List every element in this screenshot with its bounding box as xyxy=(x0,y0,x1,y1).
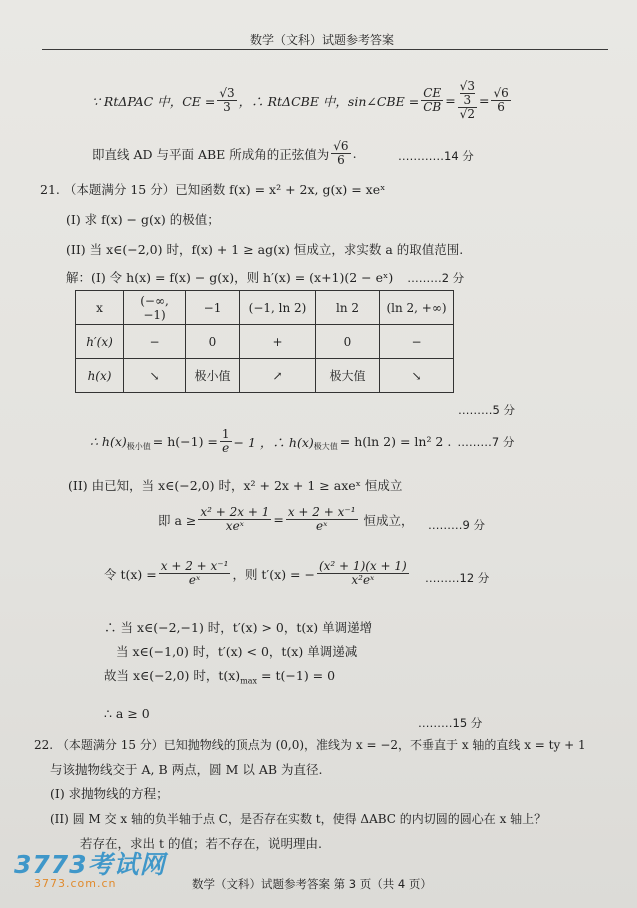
fraction-b2: $\frac{\text{x + 2 + x⁻¹}}{\text{eˣ}}$ xyxy=(287,505,356,534)
ce-cb-fraction: $\frac{CE}{CB}$ xyxy=(423,86,442,115)
score-12: ………12 分 xyxy=(425,571,490,585)
ce-fraction: $\frac{√3}{3}$ xyxy=(219,86,235,115)
q21-solution-line1: 解：(I) 令 h(x) = f(x) − g(x)，则 h′(x) = (x+1)(2 − eˣ) ………2 分 xyxy=(66,270,465,285)
q21-part2: (II) 当 x∈(−2,0) 时，f(x) + 1 ≥ ag(x) 恒成立，求实数 a 的取值范围. xyxy=(66,242,464,257)
header-rule xyxy=(42,49,608,50)
page-footer: 数学（文科）试题参考答案 第 3 页（共 4 页） xyxy=(192,877,432,891)
monotonic-line1: ∴ 当 x∈(−2,−1) 时，t′(x) > 0，t(x) 单调递增 xyxy=(104,620,373,635)
q22-line5: 若存在，求出 t 的值；若不存在，说明理由. xyxy=(80,836,322,851)
extreme-values-line: ∴ h(x) 极小值 = h(−1) = $\frac{1}{e}$ − 1 ，∴ h(x) 极大值 = h(ln 2) = ln² 2 . ………7 分 xyxy=(90,427,515,456)
part2-line-c: 令 t(x) = $\frac{\text{x + 2 + x⁻¹}}{\text{eˣ}}$ ，则 t′(x) = − $\frac{\text{(x² + 1)(x + 1)}}{\text{x²eˣ}}$ xyxy=(104,559,407,588)
one-over-e-fraction: $\frac{1}{e}$ xyxy=(221,427,230,456)
table-row: h′(x) − 0 + 0 − xyxy=(76,325,454,359)
table-row: x (−∞,−1) −1 (−1, ln 2) ln 2 (ln 2, +∞) xyxy=(76,291,454,325)
q22-line1: 22. （本题满分 15 分）已知抛物线的顶点为 (0,0)，准线为 x = −2，不垂直于 x 轴的直线 x = ty + 1 xyxy=(34,738,586,752)
fraction-c1: $\frac{\text{x + 2 + x⁻¹}}{\text{eˣ}}$ xyxy=(160,559,229,588)
q21-part1: (I) 求 f(x) − g(x) 的极值； xyxy=(66,212,220,227)
fraction-b1: $\frac{\text{x² + 2x + 1}}{\text{xeˣ}}$ xyxy=(200,505,270,534)
table-row: h(x) ↘ 极小值 ↗ 极大值 ↘ xyxy=(76,359,454,393)
score-15: ………15 分 xyxy=(418,716,483,730)
compound-fraction: √3 3 √2 xyxy=(459,79,475,122)
page-header-title: 数学（文科）试题参考答案 xyxy=(250,33,395,47)
p20-line2: 即直线 AD 与平面 ABE 所成角的正弦值为 $\frac{√6}{6}$ . xyxy=(92,139,357,168)
fraction-c2: $\frac{\text{(x² + 1)(x + 1)}}{\text{x²eˣ}}$ xyxy=(318,559,407,588)
score-9: ………9 分 xyxy=(428,518,485,532)
watermark-url: 3773.com.cn xyxy=(34,877,117,890)
q21-heading: 21. （本题满分 15 分）已知函数 f(x) = x² + 2x, g(x) = xeˣ xyxy=(40,182,386,197)
answer-fraction: $\frac{√6}{6}$ xyxy=(333,139,349,168)
monotonic-line2: 当 x∈(−1,0) 时，t′(x) < 0，t(x) 单调递减 xyxy=(116,644,358,659)
monotonic-line3: 故当 x∈(−2,0) 时，$t(x)_{max} = t(-1) = 0$ xyxy=(104,668,336,686)
sqrt6-over-6-fraction: $\frac{√6}{6}$ xyxy=(493,86,509,115)
watermark-logo: 3773考试网 xyxy=(14,850,166,879)
conclusion: ∴ a ≥ 0 xyxy=(104,706,150,721)
variation-table xyxy=(75,290,454,393)
part2-line-a: (II) 由已知，当 x∈(−2,0) 时，x² + 2x + 1 ≥ axeˣ 恒成立 xyxy=(68,478,403,493)
p20-score: …………14 分 xyxy=(398,149,474,163)
q22-part2: (II) 圆 M 交 x 轴的负半轴于点 C，是否存在实数 t，使得 ΔABC 的内切圆的圆心在 x 轴上？ xyxy=(50,812,547,826)
q22-line2: 与该抛物线交于 A, B 两点，圆 M 以 AB 为直径. xyxy=(50,762,323,777)
p20-line1: ∵ RtΔPAC 中，CE = $\frac{√3}{3}$ ，∴ RtΔCBE 中，sin∠CBE = $\frac{CE}{CB}$ = √3 3 √2 = $\frac{√6}{6}$ xyxy=(92,79,509,122)
part2-line-b: 即 a ≥ $\frac{\text{x² + 2x + 1}}{\text{xeˣ}}$ = $\frac{\text{x + 2 + x⁻¹}}{\text{eˣ}}$ 恒成立， xyxy=(158,505,414,534)
q22-part1: (I) 求抛物线的方程； xyxy=(50,786,169,801)
score-5: ………5 分 xyxy=(458,403,515,417)
